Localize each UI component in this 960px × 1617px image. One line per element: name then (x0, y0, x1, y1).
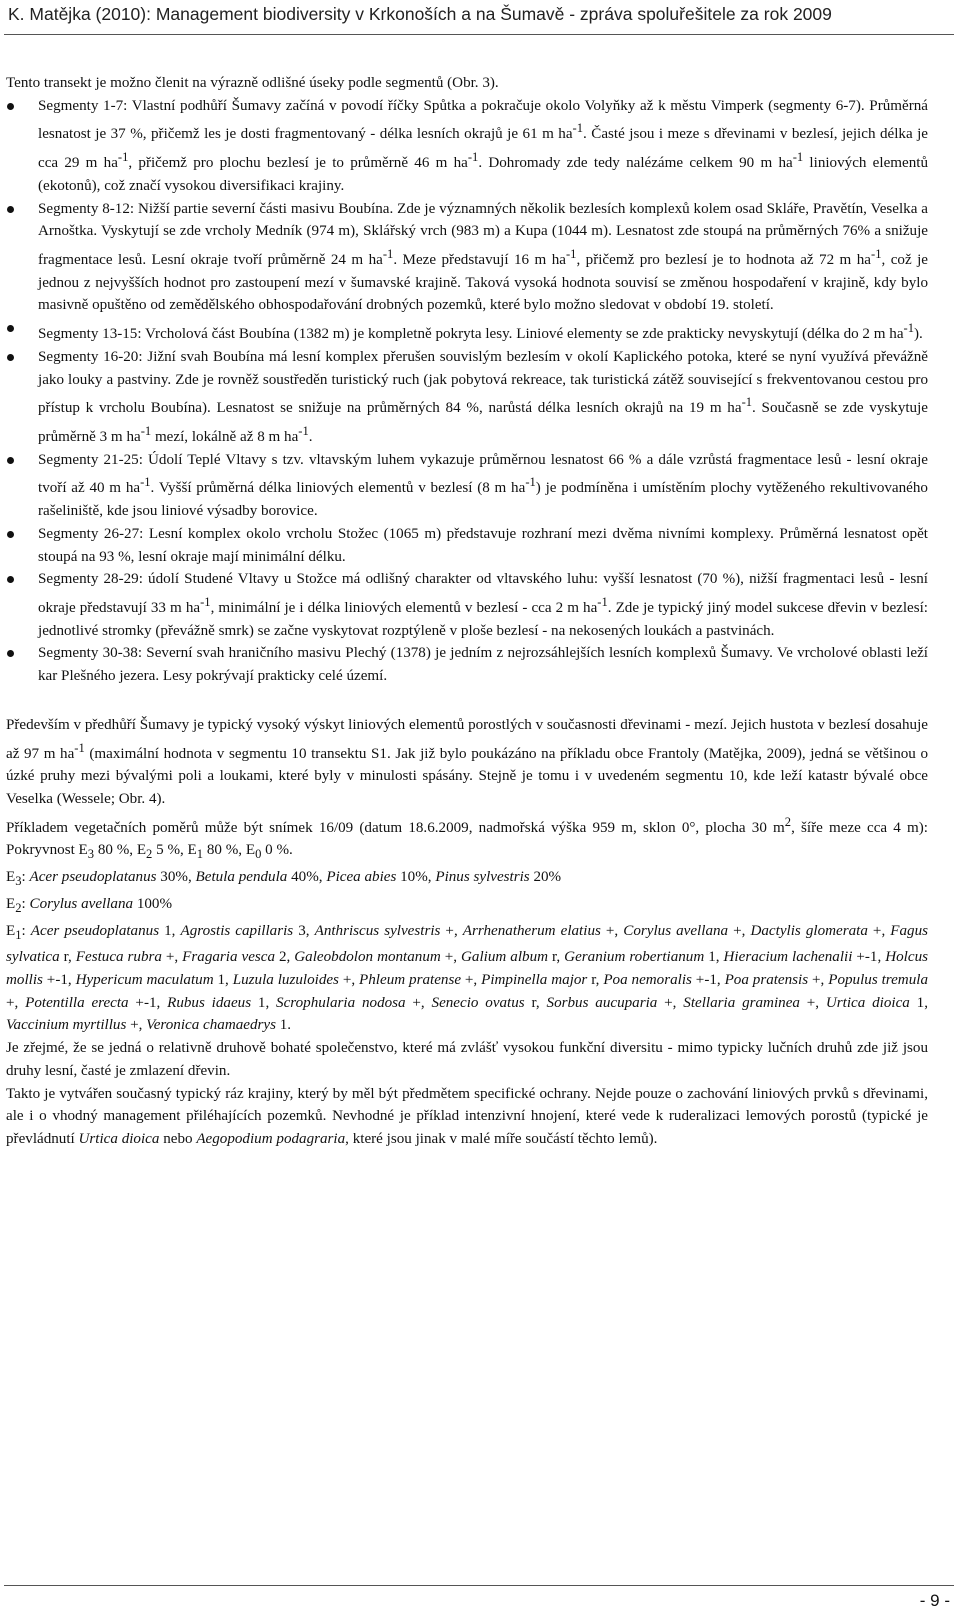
paragraph-releve-example: Příkladem vegetačních poměrů může být snímek 16/09 (datum 18.6.2009, nadmořská výška 959 m, sklon 0°, plocha 30 $m^2$, šíře meze cca 4 m): Pokryvnost $E_3$ 80 %, $E_2$ 5 %, $E_1$ 80 %, $E_0$ 0 %. (6, 814, 928, 862)
segment-list (6, 95, 928, 688)
segment-item: Segmenty 1-7: Vlastní podhůří Šumavy začíná v povodí říčky Spůtka a pokračuje okolo Volyňky až k městu Vimperk (segmenty 6-7). Průměrná lesnatost je 37 %, přičemž les je dosti fragmentovaný - délka lesních okrajů je 61 m $ha^{-1}$. Časté jsou i meze s dřevinami v bezlesí, jejich délka je cca 29 m $ha^{-1}$, přičemž pro plochu bezlesí je to průměrně 46 m $ha^{-1}$. Dohromady zde tedy nalézáme celkem 90 m $ha^{-1}$ liniových elementů (ekotonů), což značí vysokou diversifikaci krajiny. (6, 95, 928, 198)
header-divider (4, 34, 954, 35)
intro-paragraph: Tento transekt je možno členit na výrazně odlišné úseky podle segmentů (Obr. 3). (6, 75, 499, 91)
layer-e3-composition: $E_3$: Acer pseudoplatanus 30%, Betula pendula 40%, Picea abies 10%, Pinus sylvestris 20% (6, 869, 562, 889)
segment-item: Segmenty 8-12: Nižší partie severní části masivu Boubína. Zde je významných několik bezlesích komplexů kolem osad Skláře, Pravětín, Veselka a Arnoštka. Vyskytují se zde vrcholy Medník (974 m), Sklářský vrch (983 m) a Kupa (1044 m). Lesnatost zde stoupá na průměrných 76% a snižuje fragmentace lesů. Lesní okraje tvoří průměrně 24 m $ha^{-1}$. Meze představují 16 m $ha^{-1}$, přičemž pro bezlesí je to hodnota až 72 m $ha^{-1}$, což je jednou z nejvyšších hodnot pro zastoupení mezí v šumavské krajině. Taková vysoká hodnota souvisí se změnou hospodaření v krajině, kdy bylo masivně opuštěno od zemědělského obhospodařování drobných pozemků, které bylo možno sledovat v období 19. století. (6, 198, 928, 318)
segment-item: Segmenty 30-38: Severní svah hraničního masivu Plechý (1378) je jedním z nejrozsáhlejších lesních komplexů Šumavy. Ve vrcholové oblasti leží kar Plešného jezera. Lesy pokrývají prakticky celé území. (6, 642, 928, 687)
document-body (6, 72, 928, 1151)
layer-e2-composition: $E_2$: Corylus avellana 100% (6, 895, 173, 915)
segment-item: Segmenty 13-15: Vrcholová část Boubína (1382 m) je kompletně pokryta lesy. Liniové elementy se zde prakticky nevyskytují (délka do 2 m $ha^{-1}$). (6, 317, 928, 346)
paragraph-management: Takto je vytvářen současný typický ráz krajiny, který by měl být předmětem specifické ochrany. Nejde pouze o zachování liniových prvků s dřevinami, ale i o vhodný management přiléhajících pozemků. Nevhodné je příklad intenzivní hnojení, které vede k ruderalizaci lemových porostů (typické je převládnutí Urtica dioica nebo Aegopodium podagraria, které jsou jinak v malé míře součástí těchto lemů). (6, 1085, 928, 1147)
paragraph-mezi-density: Především v předhůří Šumavy je typický vysoký výskyt liniových elementů porostlých v současnosti dřevinami - mezí. Jejich hustota v bezlesí dosahuje až 97 m $ha^{-1}$ (maximální hodnota v segmentu 10 transektu S1. Jak již bylo poukázáno na příkladu obce Frantoly (Matějka, 2009), jedná se většinou o úzké pruhy mezi bývalými poli a loukami, které byly v minulosti spásány. Stejně je tomu i v uvedeném segmentu 10, kde leží katastr bývalé obce Veselka (Wessele; Obr. 4). (6, 716, 928, 807)
segment-item: Segmenty 16-20: Jižní svah Boubína má lesní komplex přerušen souvislým bezlesím v okolí Kaplického potoka, které se nyní využívá převážně jako louky a pastviny. Zde je rovněž soustředěn turistický ruch (jak pobytová rekreace, tak turistická zátěž související s frekventovanou cestou pro přístup k vrcholu Boubína). Lesnatost se snižuje na průměrných 84 %, narůstá délka lesních okrajů na 19 m $ha^{-1}$. Současně se zde vyskytuje průměrně 3 m $ha^{-1}$ mezí, lokálně až 8 m $ha^{-1}$. (6, 346, 928, 449)
segment-item: Segmenty 28-29: údolí Studené Vltavy u Stožce má odlišný charakter od vltavského luhu: vyšší lesnatost (70 %), nižší fragmentaci lesů - lesní okraje představují 33 m $ha^{-1}$, minimální je i délka liniových elementů v bezlesí - cca 2 m $ha^{-1}$. Zde je typický jiný model sukcese dřevin v bezlesí: jednotlivé stromky (převážně smrk) se začne vyskytovat rozptýleně v ploše bezlesí - na nekosených loukách a pastvinách. (6, 568, 928, 642)
layer-e1-composition: $E_1$: Acer pseudoplatanus 1, Agrostis capillaris 3, Anthriscus sylvestris +, Arrhenatherum elatius +, Corylus avellana +, Dactylis glomerata +, Fagus sylvatica r, Festuca rubra +, Fragaria vesca 2, Galeobdolon montanum +, Galium album r, Geranium robertianum 1, Hieracium lachenalii +-1, Holcus mollis +-1, Hypericum maculatum 1, Luzula luzuloides +, Phleum pratense +, Pimpinella major r, Poa nemoralis +-1, Poa pratensis +, Populus tremula +, Potentilla erecta +-1, Rubus idaeus 1, Scrophularia nodosa +, Senecio ovatus r, Sorbus aucuparia +, Stellaria graminea +, Urtica dioica 1, Vaccinium myrtillus +, Veronica chamaedrys 1. (6, 922, 929, 1034)
footer-divider (4, 1585, 954, 1586)
paragraph-diversity: Je zřejmé, že se jedná o relativně druhově bohaté společenstvo, které má zvlášť vysokou funkční diversitu - mimo typicky lučních druhů zde již jsou druhy lesní, časté je zmlazení dřevin. (6, 1040, 928, 1079)
segment-item: Segmenty 26-27: Lesní komplex okolo vrcholu Stožec (1065 m) představuje rozhraní mezi dvěma nivními komplexy. Průměrná lesnatost opět stoupá na 93 %, lesní okraje mají minimální délku. (6, 523, 928, 568)
page-number: - 9 - (919, 1591, 950, 1610)
running-header: K. Matějka (2010): Management biodiversity v Krkonoších a na Šumavě - zpráva spoluřešitele za rok 2009 (8, 4, 832, 24)
section-gap (6, 688, 928, 714)
segment-item: Segmenty 21-25: Údolí Teplé Vltavy s tzv. vltavským luhem vykazuje průměrnou lesnatost 66 % a dále vzrůstá fragmentace lesů - lesní okraje tvoří až 40 m $ha^{-1}$. Vyšší průměrná délka liniových elementů v bezlesí (8 m $ha^{-1}$) je podmíněna i umístěním plochy vytěženého rekultivovaného rašeliniště, kde jsou liniové výsadby borovice. (6, 449, 928, 523)
